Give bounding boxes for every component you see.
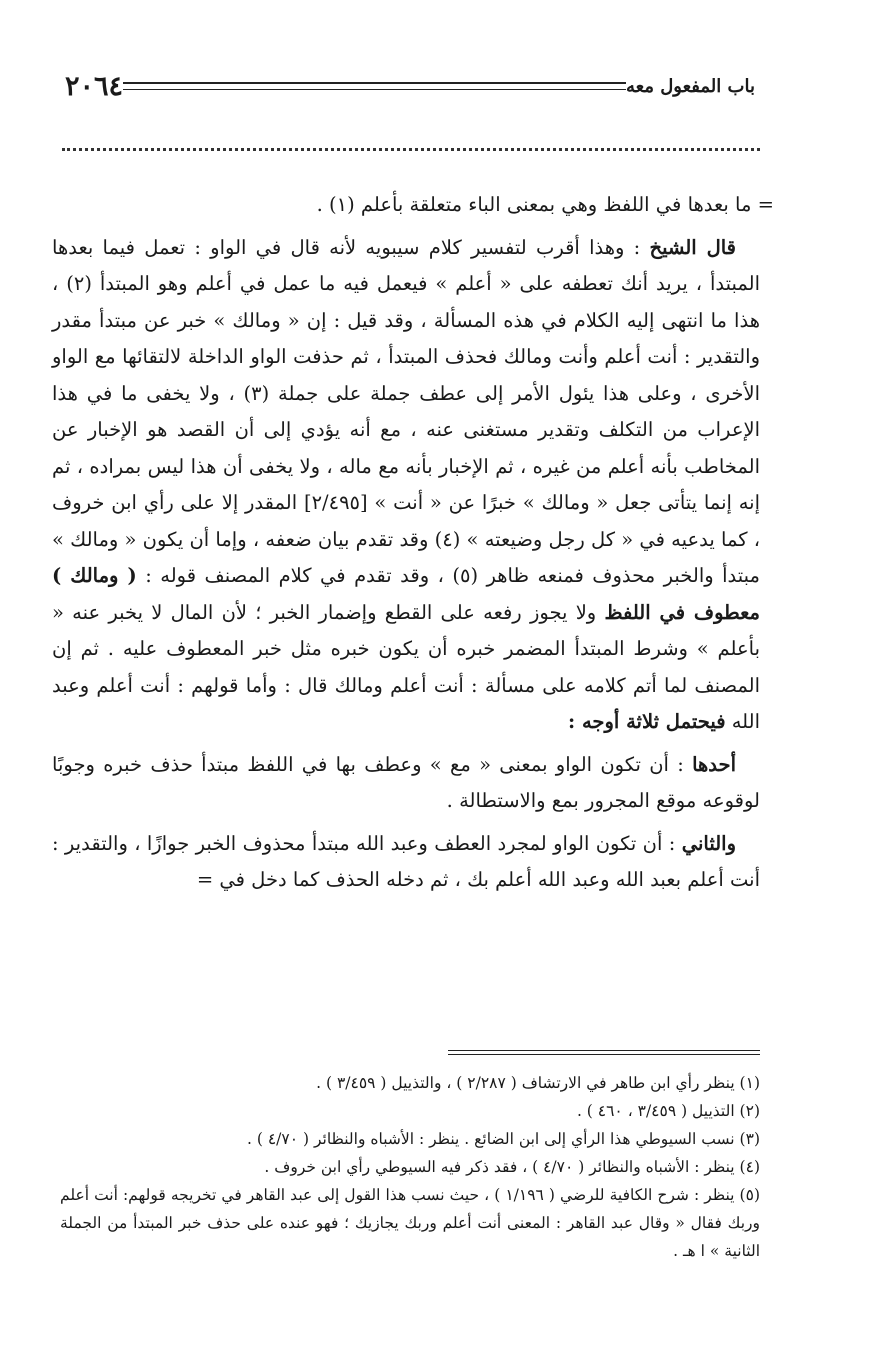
shaykh-label: قال الشيخ <box>649 235 736 259</box>
paragraph-second-aspect <box>52 826 760 899</box>
paragraph-text-end: ولا يجوز رفعه على القطع وإضمار الخبر ؛ لأن المال لا يخبر عنه « بأعلم » وشرط المبتدأ المضمر خبره أن يكون خبره مثل خبر المعطوف عليه . ثم إن المصنف لما أتم كلامه على مسألة : أنت أعلم ومالك قال : وأما قولهم : أنت أعلم وعبد الله <box>52 600 760 733</box>
footnote: (٤) ينظر : الأشباه والنظائر ( ٤/٧٠ ) ، فقد ذكر فيه السيوطي رأي ابن خروف . <box>264 1158 760 1176</box>
first-aspect-text: : أن تكون الواو بمعنى « مع » وعطف بها في اللفظ مبتدأ حذف خبره وجوبًا لوقوعه موقع المجرور بمع والاستطالة . <box>52 752 760 812</box>
dotted-separator <box>62 148 760 151</box>
second-aspect-label: والثاني <box>681 831 736 855</box>
first-aspect-label: أحدها <box>692 752 736 776</box>
footnote-rule <box>448 1050 760 1055</box>
footnote: (٥) ينظر : شرح الكافية للرضي ( ١/١٩٦ ) ، حيث نسب هذا القول إلى عبد القاهر في تخريجه قولهم: أنت أعلم وربك فقال « وقال عبد القاهر : المعنى أنت أعلم وربك يجازيك ؛ فهو عنده على حذف خبر المبتدأ من الجملة الثانية » ا هـ . <box>60 1186 760 1260</box>
paragraph-first-aspect <box>52 747 760 820</box>
chapter-title: باب المفعول معه <box>625 75 755 97</box>
main-text <box>52 187 774 905</box>
three-aspects-heading: فيحتمل ثلاثة أوجه : <box>567 710 726 733</box>
header-rule <box>123 82 626 90</box>
footnote: (١) ينظر رأي ابن طاهر في الارتشاف ( ٢/٢٨٧ ) ، والتذييل ( ٣/٤٥٩ ) . <box>316 1074 760 1092</box>
bold-quote: ( ومالك ) معطوف في اللفظ <box>52 564 761 624</box>
paragraph-text: : وهذا أقرب لتفسير كلام سيبويه لأنه قال في الواو : تعمل فيما بعدها المبتدأ ، يريد أنك تعطفه على « أعلم » فيعمل فيه ما عمل في أعلم وهو المبتدأ (٢) ، هذا ما انتهى إليه الكلام في هذه المسألة ، وقد قيل : إن « ومالك » خبر عن مبتدأ مقدر والتقدير : أنت أعلم وأنت ومالك فحذف المبتدأ ، ثم حذفت الواو الداخلة لالتقائها مع الواو الأخرى ، وعلى هذا يئول الأمر إلى عطف جملة على جملة (٣) ، ولا يخفى ما في هذا الإعراب من التكلف وتقدير مستغنى عنه ، مع أنه يؤدي إلى أن القصد هو الإخبار عن المخاطب بأنه أعلم من غيره ، ثم الإخبار بأنه مع ماله ، ولا يخفى أن هذا ليس بمراده ، ثم إنه إنما يتأتى جعل « ومالك » خبرًا عن « أنت » [٢/٤٩٥] المقدر إلا على رأي ابن خروف ، كما يدعيه في « كل رجل وضيعته » (٤) وقد تقدم بيان ضعفه ، وإما أن يكون « ومالك » مبتدأ والخبر محذوف فمنعه ظاهر (٥) ، وقد تقدم في كلام المصنف قوله : <box>52 235 761 587</box>
second-aspect-text: : أن تكون الواو لمجرد العطف وعبد الله مبتدأ محذوف الخبر جوازًا ، والتقدير : أنت أعلم بعبد الله وعبد الله أعلم بك ، ثم دخله الحذف كما دخل في = <box>52 831 760 891</box>
footnote: (٣) نسب السيوطي هذا الرأي إلى ابن الضائع . ينظر : الأشباه والنظائر ( ٤/٧٠ ) . <box>247 1130 760 1148</box>
paragraph-shaykh <box>52 230 760 741</box>
footnotes <box>60 1069 760 1265</box>
page-header <box>55 68 767 104</box>
footnote: (٢) التذييل ( ٣/٤٥٩ ، ٤٦٠ ) . <box>576 1102 760 1120</box>
page-number: ٢٠٦٤ <box>65 70 124 102</box>
paragraph-continuation: = ما بعدها في اللفظ وهي بمعنى الباء متعلقة بأعلم (١) . <box>316 193 774 216</box>
